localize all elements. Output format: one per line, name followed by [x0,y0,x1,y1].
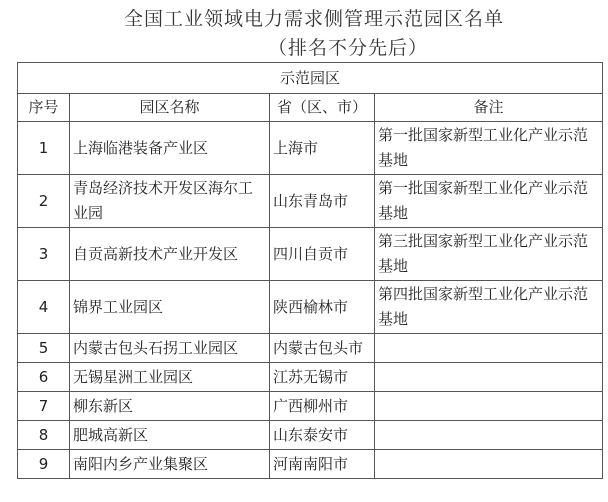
table-row [18,334,603,363]
row-park-name: 青岛经济技术开发区海尔工业园 [70,175,270,228]
table-row [18,281,603,334]
row-province: 四川自贡市 [270,228,375,281]
row-no: 4 [18,281,70,334]
row-note: 第一批国家新型工业化产业示范基地 [375,175,603,228]
row-no: 7 [18,392,70,421]
table-row [18,421,603,450]
row-note: 第三批国家新型工业化产业示范基地 [375,228,603,281]
row-note [375,450,603,479]
row-park-name: 柳东新区 [70,392,270,421]
row-province: 陕西榆林市 [270,281,375,334]
row-park-name: 肥城高新区 [70,421,270,450]
row-park-name: 上海临港装备产业区 [70,122,270,175]
row-note [375,334,603,363]
row-no: 9 [18,450,70,479]
row-note: 第一批国家新型工业化产业示范基地 [375,122,603,175]
column-header-note: 备注 [375,94,603,122]
table-row [18,450,603,479]
demo-park-table [17,62,603,479]
row-no: 3 [18,228,70,281]
row-note [375,363,603,392]
row-no: 6 [18,363,70,392]
row-province: 内蒙古包头市 [270,334,375,363]
row-no: 8 [18,421,70,450]
section-header-row [18,63,603,94]
section-header: 示范园区 [18,63,603,94]
table-row [18,228,603,281]
row-park-name: 内蒙古包头石拐工业园区 [70,334,270,363]
row-park-name: 自贡高新技术产业开发区 [70,228,270,281]
row-note [375,421,603,450]
row-province: 广西柳州市 [270,392,375,421]
row-province: 江苏无锡市 [270,363,375,392]
page-subtitle: （排名不分先后） [267,37,428,59]
table-row [18,122,603,175]
row-province: 上海市 [270,122,375,175]
row-province: 山东泰安市 [270,421,375,450]
column-header-province: 省（区、市） [270,94,375,122]
row-note [375,392,603,421]
column-header-name: 园区名称 [70,94,270,122]
row-province: 山东青岛市 [270,175,375,228]
column-header-no: 序号 [18,94,70,122]
table-row [18,363,603,392]
table-row [18,392,603,421]
table-row [18,175,603,228]
row-no: 1 [18,122,70,175]
row-park-name: 锦界工业园区 [70,281,270,334]
row-province: 河南南阳市 [270,450,375,479]
row-park-name: 无锡星洲工业园区 [70,363,270,392]
row-no: 5 [18,334,70,363]
page-title: 全国工业领域电力需求侧管理示范园区名单 [123,8,504,30]
header-row [18,94,603,122]
row-note: 第四批国家新型工业化产业示范基地 [375,281,603,334]
row-no: 2 [18,175,70,228]
row-park-name: 南阳内乡产业集聚区 [70,450,270,479]
